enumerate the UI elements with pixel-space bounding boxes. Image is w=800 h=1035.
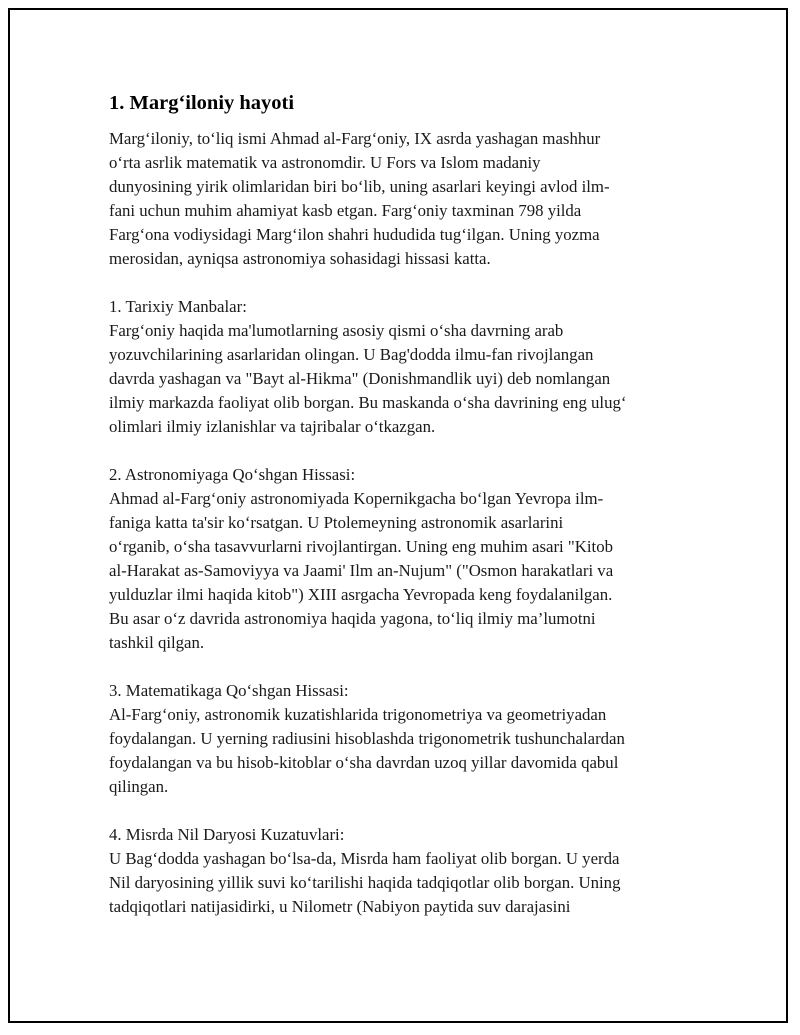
- section-body-3: Al-Farg‘oniy, astronomik kuzatishlarida trigonometriya va geometriyadan foydalangan. U yerning radiusini hisoblashda trigonometrik tushunchalardan foydalangan va bu hisob-kitoblar o‘sha davrdan uzoq yillar davomida qabul qilingan.: [109, 705, 625, 796]
- section-body-1: Farg‘oniy haqida ma'lumotlarning asosiy qismi o‘sha davrning arab yozuvchilarining asarlaridan olingan. U Bag'dodda ilmu-fan rivojlangan davrda yashagan va "Bayt al-Hikma" (Donishmandlik uyi) deb nomlangan ilmiy markazda faoliyat olib borgan. Bu maskanda o‘sha davrining eng ulug‘ olimlari ilmiy izlanishlar va tajribalar o‘tkazgan.: [109, 321, 627, 436]
- page-title: 1. Marg‘iloniy hayoti: [109, 92, 295, 114]
- document-content: [109, 90, 679, 919]
- section-title-4: 4. Misrda Nil Daryosi Kuzatuvlari:: [109, 825, 345, 844]
- section-title-1: 1. Tarixiy Manbalar:: [109, 297, 247, 316]
- paragraph-spacer: [109, 799, 679, 823]
- paragraph-spacer: [109, 271, 679, 295]
- section-body-4: U Bag‘dodda yashagan bo‘lsa-da, Misrda ham faoliyat olib borgan. U yerda Nil daryosining yillik suvi ko‘tarilishi haqida tadqiqotlar olib borgan. Uning tadqiqotlari natijasidirki, u Nilometr (Nabiyon paytida suv darajasini: [109, 849, 621, 916]
- paragraph-spacer: [109, 439, 679, 463]
- paragraph-spacer: [109, 655, 679, 679]
- intro-paragraph: Marg‘iloniy, to‘liq ismi Ahmad al-Farg‘oniy, IX asrda yashagan mashhur o‘rta asrlik matematik va astronomdir. U Fors va Islom madaniy dunyosining yirik olimlaridan biri bo‘lib, uning asarlari keyingi avlod ilm- fani uchun muhim ahamiyat kasb etgan. Farg‘oniy taxminan 798 yilda Farg‘ona vodiysidagi Marg‘ilon shahri hududida tug‘ilgan. Uning yozma merosidan, ayniqsa astronomiya sohasidagi hissasi katta.: [109, 129, 610, 268]
- section-title-2: 2. Astronomiyaga Qo‘shgan Hissasi:: [109, 465, 356, 484]
- section-title-3: 3. Matematikaga Qo‘shgan Hissasi:: [109, 681, 349, 700]
- section-body-2: Ahmad al-Farg‘oniy astronomiyada Kopernikgacha bo‘lgan Yevropa ilm- faniga katta ta'sir ko‘rsatgan. U Ptolemeyning astronomik asarlarini o‘rganib, o‘sha tasavvurlarni rivojlantirgan. Uning eng muhim asari "Kitob al-Harakat as-Samoviyya va Jaami' Ilm an-Nujum" ("Osmon harakatlari va yulduzlar ilmi haqida kitob") XIII asrgacha Yevropada keng foydalanilgan. Bu asar o‘z davrida astronomiya haqida yagona, to‘liq ilmiy ma’lumotni tashkil qilgan.: [109, 489, 614, 652]
